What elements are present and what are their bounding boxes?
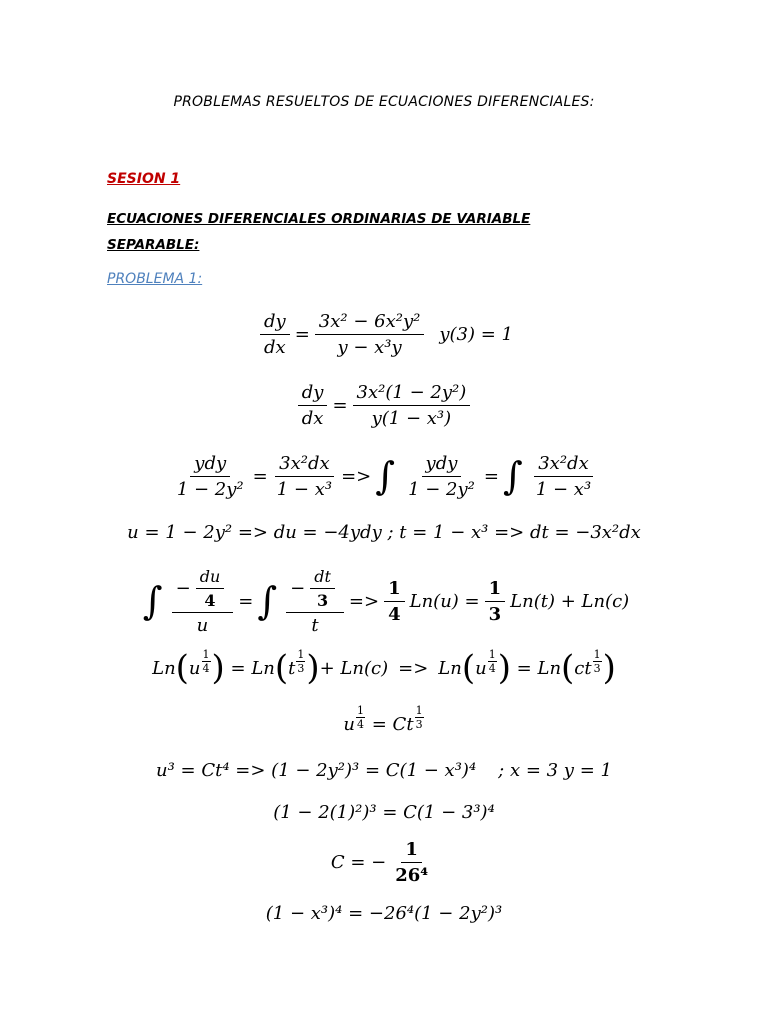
denominator: 1 − 2y² (176, 478, 244, 500)
numerator: 1 (401, 839, 422, 863)
fraction (485, 578, 506, 625)
implies-arrow: => (398, 657, 429, 679)
base: t (288, 657, 296, 679)
fraction (172, 567, 234, 636)
denominator: 3 (297, 661, 305, 675)
fraction (298, 382, 328, 429)
equation-5 (0, 556, 768, 646)
power-term (343, 703, 366, 735)
equals-sign: = (483, 465, 499, 487)
power-term (475, 647, 498, 679)
equals-sign: = (238, 590, 254, 612)
denominator: 4 (202, 661, 210, 675)
numerator: 3x²dx (275, 453, 334, 477)
denominator: 3 (488, 603, 502, 625)
ln-label: Ln (152, 657, 176, 679)
numerator (286, 567, 344, 613)
denominator: 1 − x³ (276, 478, 333, 500)
denominator: 4 (204, 590, 216, 610)
denominator: 1 − x³ (535, 478, 592, 500)
denominator: 3 (593, 661, 601, 675)
ln-label: Ln (251, 657, 275, 679)
fraction (315, 311, 425, 358)
implies-arrow: => (348, 590, 380, 612)
fraction (404, 453, 479, 500)
nested-fraction (310, 567, 335, 610)
equals-sign: = (252, 465, 268, 487)
log-term: Ln(u) = (409, 590, 480, 612)
equation-line: u³ = Ct⁴ => (1 − 2y²)³ = C(1 − x³)⁴ (156, 759, 477, 781)
constant-lhs: C = − (330, 851, 387, 873)
log-term: + Ln(c) (319, 657, 389, 679)
numerator: 1 (485, 578, 506, 602)
equation-6: Ln ( u $\frac{1}{4}$ ) = Ln ( t $\frac{1}{3}$ ) + Ln(c) => Ln ( u $\frac{1}{4}$ ) = Ln ( ct $\frac{1}{3}$ ) (152, 647, 616, 688)
equation-3 (0, 446, 768, 506)
exponent-fraction (488, 648, 497, 675)
numerator: 3x²(1 − 2y²) (353, 382, 471, 406)
power-term (188, 647, 212, 679)
exponent-fraction (296, 648, 305, 675)
integral-sign: ∫ (142, 579, 163, 623)
fraction (384, 578, 405, 625)
minus-sign: − (175, 577, 191, 599)
implies-arrow: => (341, 465, 372, 487)
equals-sign: = (366, 713, 393, 735)
equation-9 (0, 798, 768, 826)
numerator (172, 567, 234, 613)
exponent-fraction (415, 704, 424, 731)
exponent-fraction (202, 648, 211, 675)
initial-condition: y(3) = 1 (439, 323, 513, 345)
equation-11 (0, 899, 768, 927)
integral-sign: ∫ (375, 454, 396, 498)
equals-sign: = (224, 657, 252, 679)
minus-sign: − (290, 577, 306, 599)
denominator: 3 (415, 717, 423, 731)
base: u (343, 713, 356, 735)
denominator: 1 − 2y² (408, 478, 475, 500)
nested-fraction (196, 567, 225, 610)
numerator: du (196, 567, 225, 589)
numerator: 1 (593, 647, 601, 661)
log-term: Ln(t) + Ln(c) (510, 590, 630, 612)
equation-line: (1 − 2(1)²)³ = C(1 − 3³)⁴ (273, 801, 495, 823)
numerator: 1 (384, 578, 405, 602)
document-title: PROBLEMAS RESUELTOS DE ECUACIONES DIFERENCIALES: (173, 94, 595, 110)
denominator: 4 (488, 661, 496, 675)
equation-8 (0, 756, 768, 784)
denominator: u (196, 614, 209, 636)
integral-sign: ∫ (503, 454, 523, 498)
equation-1 (0, 306, 768, 362)
session-heading: SESION 1 (107, 171, 181, 187)
numerator: dt (310, 567, 335, 589)
denominator: 26⁴ (395, 864, 429, 886)
numerator: 3x²dx (534, 453, 593, 477)
numerator: 1 (488, 647, 496, 661)
power-term (392, 703, 425, 735)
base: ct (574, 657, 592, 679)
denominator: y − x³y (337, 336, 402, 358)
power-term (574, 647, 602, 679)
exponent-fraction (593, 648, 602, 675)
denominator: dx (263, 336, 286, 358)
base: u (475, 657, 487, 679)
equals-sign: = (294, 323, 310, 345)
section-heading: ECUACIONES DIFERENCIALES ORDINARIAS DE VARIABLE SEPARABLE: (107, 211, 531, 253)
denominator: 3 (317, 590, 329, 610)
integral-sign: ∫ (257, 579, 278, 623)
equation-4 (0, 518, 768, 546)
fraction (260, 311, 290, 358)
initial-condition: ; x = 3 y = 1 (498, 759, 612, 781)
equation-2 (0, 377, 768, 433)
exponent-fraction (356, 704, 365, 731)
base: Ct (392, 713, 414, 735)
denominator: 4 (388, 603, 401, 625)
ln-label: Ln (537, 657, 562, 679)
numerator: 1 (297, 647, 305, 661)
fraction (391, 839, 432, 886)
fraction (273, 453, 336, 500)
numerator: dy (260, 311, 290, 335)
numerator: ydy (422, 453, 462, 477)
equation-line: (1 − x³)⁴ = −26⁴(1 − 2y²)³ (265, 902, 503, 924)
numerator: 1 (202, 647, 210, 661)
equation-10 (0, 834, 768, 890)
equation-7 (0, 704, 768, 744)
numerator: 1 (415, 703, 423, 717)
numerator: dy (298, 382, 328, 406)
denominator: y(1 − x³) (371, 407, 452, 429)
fraction (286, 567, 344, 636)
denominator: t (311, 614, 319, 636)
power-term (288, 647, 306, 679)
problem-label: PROBLEMA 1: (107, 271, 203, 287)
fraction (532, 453, 595, 500)
numerator: ydy (190, 453, 230, 477)
fraction (173, 453, 248, 500)
denominator: 4 (357, 717, 365, 731)
base: u (188, 657, 201, 679)
equals-sign: = (332, 394, 348, 416)
numerator: 1 (357, 703, 365, 717)
equals-sign: = (510, 657, 538, 679)
denominator: dx (301, 407, 324, 429)
ln-label: Ln (438, 657, 462, 679)
fraction (353, 382, 471, 429)
numerator: 3x² − 6x²y² (315, 311, 425, 335)
substitution-line: u = 1 − 2y² => du = −4ydy ; t = 1 − x³ => dt = −3x²dx (127, 521, 641, 543)
